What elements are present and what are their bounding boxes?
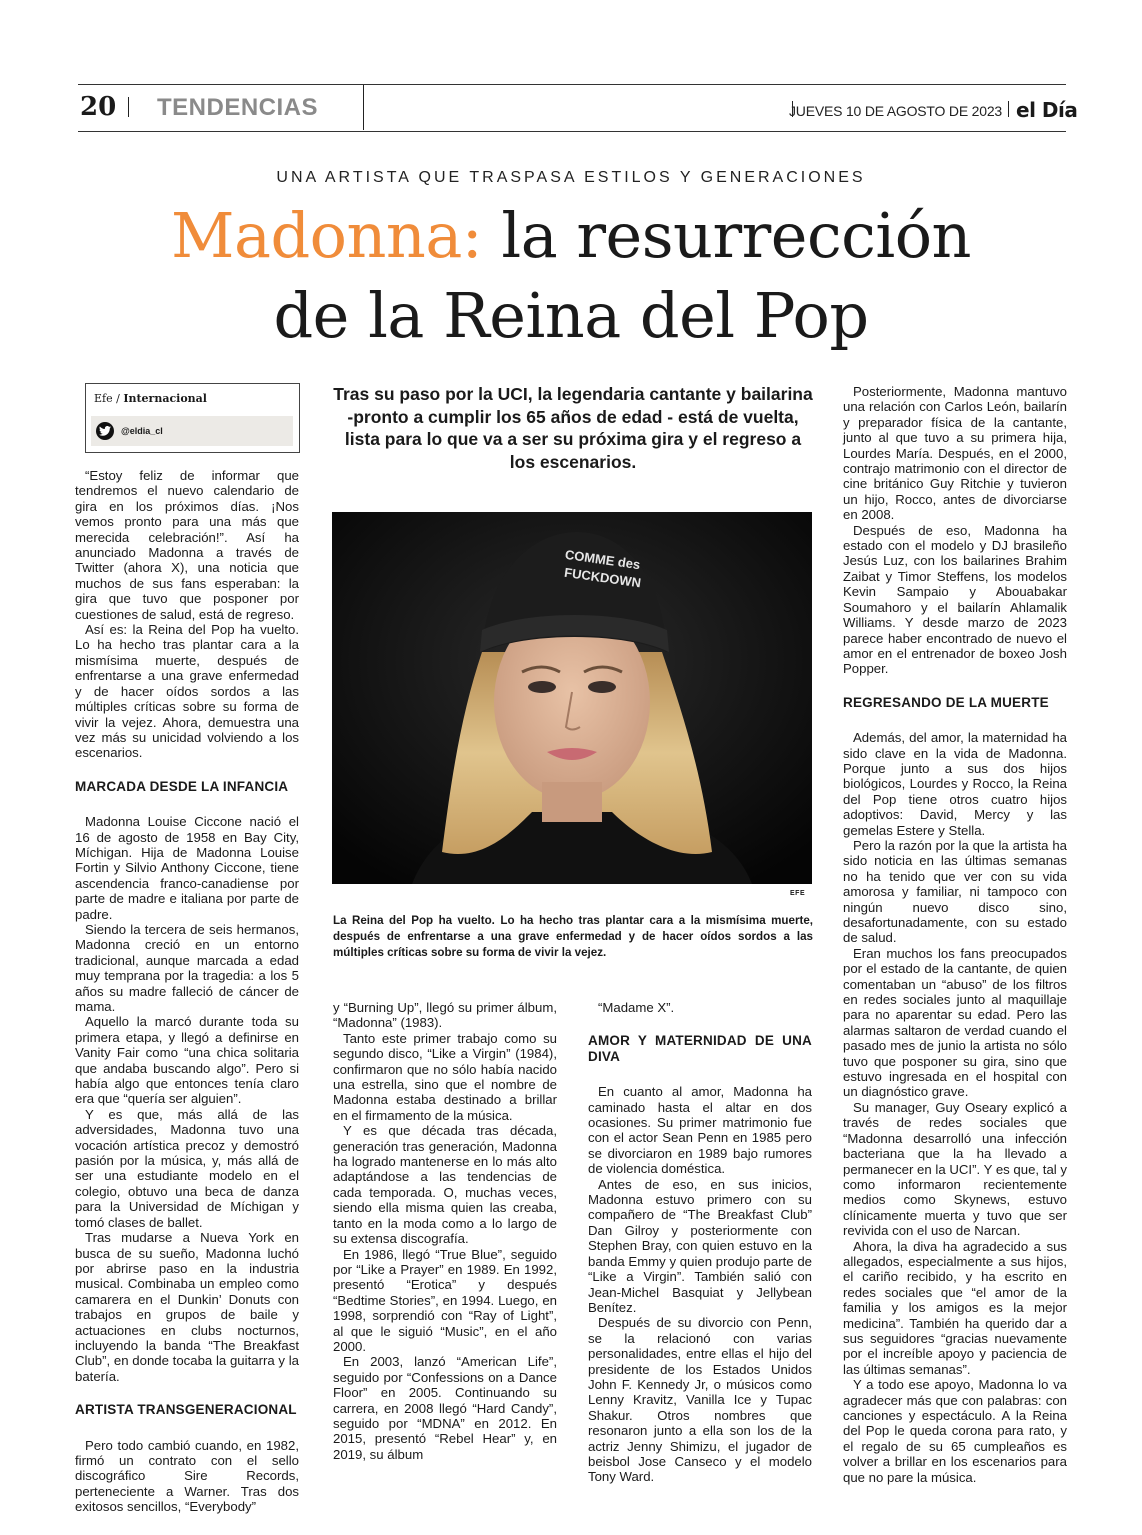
divider [128, 97, 129, 117]
paragraph: Eran muchos los fans preocupados por el estado de la cantante, de quien comentaban un “abuso” de los filtros en redes sociales junto al maquillaje para no aparentar su edad. Pero las alarmas saltaron de verdad cuando el pasado mes de junio la artista no sólo tuvo que posponer su gira, sino que estuvo ingresada en el hospital con un diagnóstico grave. [843, 945, 1067, 1100]
headline [0, 196, 1142, 356]
twitter-handle: @eldia_cl [121, 426, 163, 436]
paragraph: En cuanto al amor, Madonna ha caminado hasta el altar en dos ocasiones. Su primer matrimonio fue con el actor Sean Penn en 1985 pero se divorciaron en 1989 bajo rumores de violencia doméstica. [588, 1084, 812, 1177]
paragraph: Madonna Louise Ciccone nació el 16 de agosto de 1958 en Bay City, Míchigan. Hija de Madonna Louise Fortin y Silvio Anthony Ciccone, tiene ascendencia franco-canadiense por parte de madre e italiana por parte de padre. [75, 814, 299, 922]
beanie-text-1: COMME des [564, 546, 642, 573]
article-column-2 [333, 1000, 557, 1462]
byline-box [85, 383, 300, 453]
paragraph: Su manager, Guy Oseary explicó a través de redes sociales que “Madonna desarrolló una infección bacteriana que la ha llevado a permanecer en la UCI”. Y es que, tal y como informaron recientemente medios como Skynews, estuvo clínicamente muerta y tuvo que ser revivida con el uso de Narcan. [843, 1099, 1067, 1239]
kicker: UNA ARTISTA QUE TRASPASA ESTILOS Y GENERACIONES [276, 169, 866, 186]
photo-caption: La Reina del Pop ha vuelto. Lo ha hecho tras plantar cara a la mismísima muerte, después de enfrentarse a una grave enfermedad y de hacer oídos sordos a las múltiples críticas sobre su forma de vivir la vejez. [333, 914, 813, 959]
paragraph: Y es que, más allá de las adversidades, Madonna tuvo una vocación artística precoz y demostró pasión por la música, y, más allá de ser una estudiante modelo en el colegio, obtuvo una beca de danza para la Universidad de Míchigan y tomó clases de ballet. [75, 1106, 299, 1230]
paragraph: Tras mudarse a Nueva York en busca de su sueño, Madonna luchó por abrirse paso en la industria musical. Combinaba un empleo como camarera en el Dunkin’ Donuts con trabajos en grupos de baile y actuaciones en clubs nocturnos, incluyendo la banda “The Breakfast Club”, en donde tocaba la guitarra y la batería. [75, 1230, 299, 1384]
page-number: 20 [80, 92, 117, 122]
byline: Efe / Internacional [94, 392, 207, 405]
subheading: MARCADA DESDE LA INFANCIA [75, 778, 289, 794]
paragraph: “Madame X”. [598, 1000, 675, 1015]
paragraph: Así es: la Reina del Pop ha vuelto. Lo ha hecho tras plantar cara a la mismísima muerte, después de enfrentarse a una grave enfermedad y de hacer oídos sordos a las múltiples críticas sobre su forma de vivir la vejez. Ahora, demuestra una vez más su unicidad volviendo a los escenarios. [75, 622, 299, 761]
headline-line2: de la Reina del Pop [273, 279, 869, 352]
beanie-text-2: FUCKDOWN [563, 564, 642, 591]
paragraph: Ahora, la diva ha agradecido a sus allegados, especialmente a sus hijos, el cariño recibido, y ha escrito en redes sociales que “el amor de la familia y los amigos es la mejor medicina”. También ha querido dar a sus seguidores “gracias nuevamente por el increíble apoyo y paciencia de las últimas semanas”. [843, 1238, 1067, 1377]
headline-accent: Madonna: [171, 199, 483, 272]
paragraph: Tanto este primer trabajo como su segundo disco, “Like a Virgin” (1984), confirmaron que no sólo había nacido una estrella, sino que el nombre de Madonna estaba destinado a brillar en el firmamento de la música. [333, 1030, 557, 1123]
twitter-bird-icon [96, 422, 114, 440]
section-name: TENDENCIAS [157, 94, 319, 121]
article-column-1 [75, 468, 299, 1515]
twitter-strip [91, 416, 293, 446]
divider [363, 85, 364, 130]
article-photo [332, 512, 812, 884]
paragraph: Después de eso, Madonna ha estado con el modelo y DJ brasileño Jesús Luz, con los bailarines Brahim Zaibat y Timor Steffens, los modelos Kevin Sampaio y Abouabakar Soumahoro y el bailarín Ahlamalik Williams. Y desde marzo de 2023 parece haber encontrado de nuevo el amor en el entrenador de boxeo Josh Popper. [843, 522, 1067, 677]
portrait-illustration [332, 512, 812, 884]
paragraph: y “Burning Up”, llegó su primer álbum, “Madonna” (1983). [333, 1000, 557, 1031]
issue-date: JUEVES 10 DE AGOSTO DE 2023 [789, 103, 1002, 119]
paragraph: Además, del amor, la maternidad ha sido clave en la vida de Madonna. Porque junto a sus dos hijos biológicos, Lourdes y Rocco, la Reina del Pop tiene otros cuatro hijos adoptivos: David, Mercy y las gemelas Estere y Stella. [843, 730, 1067, 838]
subheading: REGRESANDO DE LA MUERTE [843, 694, 1049, 710]
byline-category: Internacional [123, 392, 207, 405]
paragraph: Y a todo ese apoyo, Madonna lo va agradecer más que con palabras: con canciones y espectáculo. A la Reina del Pop le queda corona para rato, y el regalo de su 65 cumpleaños es volver a brillar en los escenarios para que no pare la música. [843, 1377, 1067, 1485]
paragraph: Y es que década tras década, generación tras generación, Madonna ha logrado mantenerse en lo más alto adaptándose a las tendencias de cada temporada. O, muchas veces, siendo ella misma quien las creaba, tanto en la moda como a lo largo de su extensa discografía. [333, 1123, 557, 1247]
paragraph: Posteriormente, Madonna mantuvo una relación con Carlos León, bailarín y preparador física de la cantante, junto al que tuvo a su primera hija, Lourdes María. Después, en el 2000, contrajo matrimonio con el director de cine británico Guy Ritchie y tuvieron un hijo, Rocco, antes de divorciarse en 2008. [843, 384, 1067, 523]
lead-paragraph: Tras su paso por la UCI, la legendaria cantante y bailarina -pronto a cumplir los 65 años de edad - está de vuelta, lista para lo que va a ser su próxima gira y el regreso a los escenarios. [333, 384, 813, 472]
paragraph: En 1986, llegó “True Blue”, seguido por “Like a Prayer” en 1989. En 1992, presentó “Erotica” y después “Bedtime Stories”, en 1994. Luego, en 1998, sorprendió con “Ray of Light”, al que le siguió “Music”, en el año 2000. [333, 1246, 557, 1354]
paragraph: “Estoy feliz de informar que tendremos el nuevo calendario de gira en los próximos días. ¡Nos vemos pronto para una más que merecida celebración!”. Así ha anunciado Madonna a través de Twitter (ahora X), una noticia que muchos de sus fans esperaban: la gira que tuvo que posponer por cuestiones de salud, está de regreso. [75, 468, 299, 622]
article-column-3 [588, 1000, 812, 1485]
paragraph: Pero todo cambió cuando, en 1982, firmó un contrato con el sello discográfico Sire Records, perteneciente a Warner. Tras dos exitosos sencillos, “Everybody” [75, 1437, 299, 1515]
paragraph: Aquello la marcó durante toda su primera etapa, y llegó a definirse en Vanity Fair como “una chica solitaria que andaba buscando algo”. Pero si había algo que entonces tenía claro era que “quería ser alguien”. [75, 1014, 299, 1107]
paragraph: Después de su divorcio con Penn, se la relacionó con varias personalidades, entre ellas el hijo del presidente de los Estados Unidos John F. Kennedy Jr, o músicos como Lenny Kravitz, Vanilla Ice y Tupac Shakur. Otros nombres que resonaron junto a ella son los de la actriz Jenny Shimizu, el jugador de beisbol Jose Canseco y el modelo Tony Ward. [588, 1315, 812, 1485]
article-column-4 [843, 384, 1067, 1485]
paragraph: Siendo la tercera de seis hermanos, Madonna creció en un entorno tradicional, aunque marcada a edad muy temprana por la tragedia: a los 5 años su madre falleció de cáncer de mama. [75, 921, 299, 1014]
paragraph: En 2003, lanzó “American Life”, seguido por “Confessions on a Dance Floor” en 2005. Continuando su carrera, en 2008 llegó “Hard Candy”, seguido por “MDNA” en 2012. En 2015, presentó “Rebel Hear” y, en 2019, su álbum [333, 1354, 557, 1462]
divider [1008, 101, 1009, 117]
paragraph: Antes de eso, en sus inicios, Madonna estuvo primero con su compañero de “The Breakfast Club” Dan Gilroy y posteriormente con Stephen Bray, con quien estuvo en la banda Emmy y quien produjo parte de “Like a Virgin”. También salió con Jean-Michel Basquiat y Jellybean Benítez. [588, 1176, 812, 1315]
headline-line1: la resurrección [501, 199, 971, 272]
newspaper-logo: el Día [1016, 98, 1078, 122]
subheading: ARTISTA TRANSGENERACIONAL [75, 1402, 297, 1418]
paragraph: Pero la razón por la que la artista ha sido noticia en las últimas semanas no ha tenido que ver con su vida amorosa y familiar, ni tampoco con ningún nuevo disco sino, desafortunadamente, con su estado de salud. [843, 837, 1067, 946]
photo-credit: EFE [790, 890, 806, 897]
subheading: AMOR Y MATERNIDAD DE UNA DIVA [588, 1033, 812, 1064]
agency-name: Efe [94, 392, 113, 405]
